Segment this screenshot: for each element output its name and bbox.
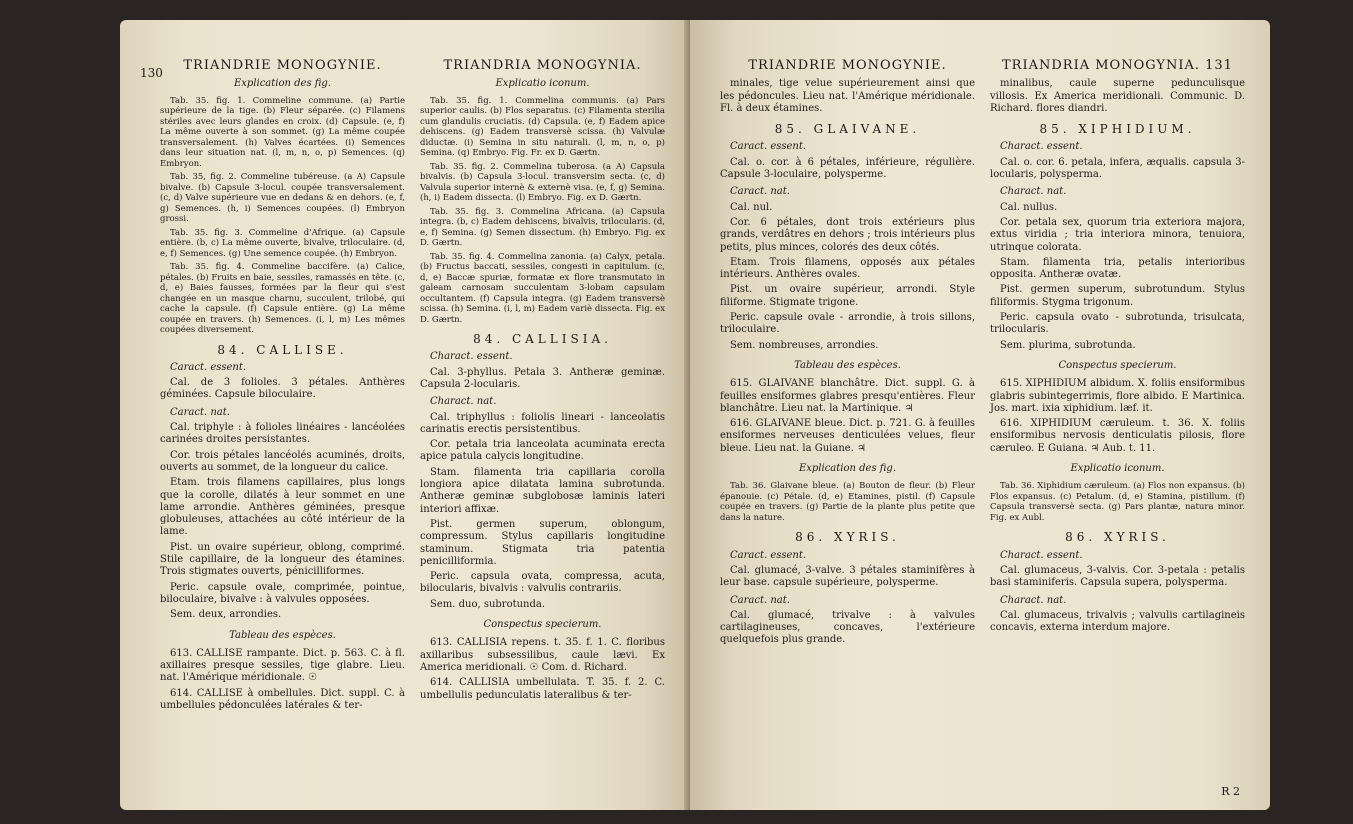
charact-label: Caract. nat. (730, 594, 790, 606)
paragraph: 616. GLAIVANE bleue. Dict. p. 721. G. à feuilles ensiformes nerveuses denticulées velues, fleur bleue. Lieu nat. la Guiane. ♃ (720, 418, 975, 454)
paragraph: Cal. nullus. (1000, 201, 1058, 213)
charact-label: Charact. nat. (430, 396, 497, 408)
paragraph: Sem. nombreuses, arrondies. (730, 339, 879, 351)
charact-label: Charact. essent. (1000, 549, 1083, 561)
charact-label: Caract. nat. (730, 186, 790, 198)
paragraph: Pist. un ovaire supérieur, oblong, comprimé. Stile capillaire, de la longueur des étamines. Trois stigmates ouverts, pénicilliformes. (160, 541, 405, 578)
paragraph: Cal. o. cor. à 6 pétales, inférieure, régulière. Capsule 3-loculaire, polysperme. (720, 156, 975, 181)
species-table-heading: Tableau des espèces. (229, 629, 336, 641)
species-table-heading: Conspectus specierum. (1058, 359, 1177, 371)
paragraph: Tab. 36. Glaivane bleue. (a) Bouton de fleur. (b) Fleur épanouie. (c) Pétale. (d, e) Etamines, pistil. (f) Capsule coupée en travers. (g) Partie de la plante plus petite que dans la nature. (720, 481, 975, 523)
paragraph: Pist. un ovaire supérieur, arrondi. Style filiforme. Stigmate trigone. (720, 284, 975, 308)
running-head: TRIANDRIA MONOGYNIA. (443, 58, 642, 73)
section-subtitle: Explication des fig. (233, 78, 332, 90)
genus-heading: 85. XIPHIDIUM. (1039, 122, 1196, 137)
paragraph: Cor. trois pétales lancéolés acuminés, droits, ouverts au sommet, de la longueur du calice. (160, 449, 405, 473)
genus-heading: 84. CALLISIA. (473, 332, 612, 347)
genus-heading: 85. GLAIVANE. (774, 122, 921, 137)
charact-label: Caract. nat. (170, 406, 230, 418)
figures-heading: Explication des fig. (798, 463, 897, 475)
paragraph: Stam. filamenta tria capillaria corolla longiora apice dilatata lamina subrotunda. Antheræ geminæ subglobosæ laminis lateri interiori affixæ. (420, 466, 665, 515)
charact-label: Caract. essent. (170, 361, 247, 373)
paragraph: Tab. 35, fig. 2. Commeline tubéreuse. (a A) Capsule bivalve. (b) Capsule 3-locul. coupée transversalement. (c, d) Valve supérieure vue en dedans & en dehors. (e, f, g) Semences. (h, i) Semences coupées. (l) Embryon grossi. (160, 172, 405, 225)
paragraph: Tab. 35. fig. 3. Commeline d'Afrique. (a) Capsule entière. (b, c) La même ouverte, bivalve, triloculaire. (d, e, f) Semences. (g) Une semence coupée. (h) Embryon. (160, 227, 405, 259)
paragraph: Cor. petala tria lanceolata acuminata erecta apice patula calycis longitudine. (420, 439, 665, 463)
paragraph: Tab. 35. fig. 1. Commelina communis. (a) Pars superior caulis. (b) Flos separatus. (c) Filamenta sterilia cum glandulis cruciatis. (d) Capsula. (e, f) Eadem apice dehiscens. (g) Eadem transversè scissa. (h) Valvulæ diductæ. (i) Semina in situ naturali. (l, m, n, o, p) Semina. (q) Embryo. Fig. Fr. ex D. Gærtn. (420, 95, 665, 159)
paragraph: Etam. trois filamens capillaires, plus longs que la corolle, dilatés à leur sommet en une lame arrondie. Anthères géminées, presque globuleuses, attachées au côté intérieur de la lame. (160, 477, 405, 538)
paragraph: Sem. plurima, subrotunda. (1000, 339, 1136, 351)
left-latin-column (420, 60, 665, 705)
paragraph: Cor. 6 pétales, dont trois extérieurs plus grands, verdâtres en dehors ; trois intérieurs plus petits, plus minces, colorés des deux côtés. (720, 216, 975, 253)
page-number-left: 130 (140, 66, 163, 80)
paragraph: 613. CALLISIA repens. t. 35. f. 1. C. floribus axillaribus subsessilibus, caule lævi. Ex America meridionali. ☉ Com. d. Richard. (420, 637, 665, 673)
running-head: TRIANDRIA MONOGYNIA. 131 (1002, 58, 1233, 73)
paragraph: 615. XIPHIDIUM albidum. X. foliis ensiformibus glabris subintegerrimis, flore albido. E Martinica. Jos. mart. ixia xiphidium. læf. it. (990, 378, 1245, 414)
running-head: TRIANDRIE MONOGYNIE. (748, 58, 947, 73)
paragraph: Cal. triphyllus : foliolis lineari - lanceolatis carinatis erectis persistentibus. (420, 411, 665, 435)
paragraph: Tab. 36. Xiphidium cæruleum. (a) Flos non expansus. (b) Flos expansus. (c) Petalum. (d, e) Stamina, pistillum. (f) Capsula transversè secta. (g) Pars plantæ, natura minor. Fig. ex Aubl. (990, 481, 1245, 523)
paragraph: Tab. 35. fig. 2. Commelina tuberosa. (a A) Capsula bivalvis. (b) Capsula 3-locul. transversim secta. (c, d) Valvula superior internè & externè visa. (e, f, g) Semina. (h, i) Eadem dissecta. (l) Embryo. Fig. ex D. Gærtn. (420, 161, 665, 204)
paragraph: Sem. deux, arrondies. (170, 609, 282, 621)
paragraph: Peric. capsule ovale, comprimée, pointue, biloculaire, bivalve : à valvules opposées. (160, 581, 405, 605)
left-page (120, 20, 690, 810)
paragraph: Cor. petala sex, quorum tria exteriora majora, extus viridia ; tria interiora minora, tenuiora, utrinque colorata. (990, 216, 1245, 253)
paragraph: Tab. 35. fig. 1. Commeline commune. (a) Partie supérieure de la tige. (b) Fleur séparée. (c) Filamens stériles avec leurs glandes en croix. (d) Capsule. (e, f) La même ouverte à son sommet. (g) La même coupée transversalement. (h) Valves écartées. (i) Semences dans leur situation nat. (l, m, n, o, p) Semences. (q) Embryon. (160, 95, 405, 169)
paragraph: Tab. 35. fig. 4. Commeline baccifère. (a) Calice, pétales. (b) Fruits en baie, sessiles, ramassés en tête. (c, d, e) Baies fausses, formées par la fleur qui s'est changée en un masque charnu, succulent, trilobé, qui cache la capsule. (f) Capsule entière. (g) La même coupée en travers. (h) Semences. (i, l, m) Les mêmes coupées diversement. (160, 262, 405, 336)
species-table-heading: Tableau des espèces. (794, 359, 901, 371)
left-french-column (160, 60, 405, 715)
paragraph: Stam. filamenta tria, petalis interioribus opposita. Antheræ ovatæ. (990, 256, 1245, 281)
paragraph: Etam. Trois filamens, opposés aux pétales intérieurs. Anthères ovales. (720, 256, 975, 281)
charact-label: Charact. essent. (1000, 141, 1083, 153)
genus-heading: 84. CALLISE. (217, 342, 348, 357)
charact-label: Caract. essent. (730, 549, 807, 561)
paragraph: 614. CALLISIA umbellulata. T. 35. f. 2. C. umbellulis pedunculatis lateralibus & ter- (420, 677, 665, 701)
paragraph: Cal. de 3 folioles. 3 pétales. Anthères géminées. Capsule biloculaire. (160, 377, 405, 401)
paragraph: 615. GLAIVANE blanchâtre. Dict. suppl. G. à feuilles ensiformes glabres presqu'entières. Fleur blanchâtre. Lieu nat. la Martinique. ♃ (720, 378, 975, 414)
paragraph: Cal. 3-phyllus. Petala 3. Antheræ geminæ. Capsula 2-locularis. (420, 366, 665, 390)
paragraph: Cal. glumaceus, trivalvis ; valvulis cartilagineis concavis, externa interdum majore. (990, 609, 1245, 634)
paragraph: 613. CALLISE rampante. Dict. p. 563. C. à fl. axillaires presque sessiles, tige glabre. Lieu. nat. l'Amérique méridionale. ☉ (160, 647, 405, 684)
charact-label: Charact. nat. (1000, 594, 1067, 606)
paragraph: 616. XIPHIDIUM cæruleum. t. 36. X. foliis ensiformibus nervosis denticulatis pilosis, flore cæruleo. E Guiana. ♃ Aub. t. 11. (990, 418, 1245, 454)
charact-label: Caract. essent. (730, 141, 807, 153)
paragraph: minalibus, caule superne pedunculisque villosis. Ex America meridionali. Communic. D. Richard. flores diandri. (990, 78, 1245, 114)
paragraph: Cal. glumacé, 3-valve. 3 pétales staminifères à leur base. capsule supérieure, polysperme. (720, 564, 975, 589)
right-latin-column (990, 60, 1245, 637)
paragraph: minales, tige velue supérieurement ainsi que les pédoncules. Lieu nat. l'Amérique méridionale. Fl. à deux étamines. (720, 78, 975, 114)
paragraph: Cal. o. cor. 6. petala, infera, æqualis. capsula 3-locularis, polysperma. (990, 156, 1245, 181)
charact-label: Charact. essent. (430, 351, 513, 363)
species-table-heading: Conspectus specierum. (483, 619, 602, 631)
running-head: TRIANDRIE MONOGYNIE. (183, 58, 382, 73)
paragraph: Pist. germen superum, subrotundum. Stylus filiformis. Stygma trigonum. (990, 284, 1245, 308)
paragraph: Peric. capsule ovale - arrondie, à trois sillons, triloculaire. (720, 312, 975, 336)
genus-heading: 86. XYRIS. (795, 530, 900, 545)
paragraph: Pist. germen superum, oblongum, compressum. Stylus capillaris longitudine staminum. Stigmata tria patentia penicilliformia. (420, 518, 665, 567)
paragraph: Peric. capsula ovata, compressa, acuta, bilocularis, bivalvis : valvulis contrariis. (420, 571, 665, 595)
paragraph: Tab. 35. fig. 4. Commelina zanonia. (a) Calyx, petala. (b) Fructus baccati, sessiles, congesti in capitulum. (c, d, e) Baccæ spuriæ, formatæ ex flore transmutato in galeam carnosam succulentam 3-lobam capsulam occultantem. (f) Capsula integra. (g) Eadem transversè scissa. (h) Semina. (i, l, m) Eadem variè dissecta. Fig. ex D. Gærtn. (420, 251, 665, 325)
paragraph: Sem. duo, subrotunda. (430, 598, 546, 610)
paragraph: Cal. triphyle : à folioles linéaires - lancéolées carinées droites persistantes. (160, 422, 405, 446)
right-french-column (720, 60, 975, 650)
section-subtitle: Explicatio iconum. (495, 78, 590, 90)
genus-heading: 86. XYRIS. (1065, 530, 1170, 545)
paragraph: 614. CALLISE à ombellules. Dict. suppl. C. à umbellules pédonculées latérales & ter- (160, 687, 405, 712)
paragraph: Peric. capsula ovato - subrotunda, trisulcata, trilocularis. (990, 312, 1245, 336)
paragraph: Cal. nul. (730, 201, 773, 213)
paragraph: Cal. glumaceus, 3-valvis. Cor. 3-petala : petalis basi staminiferis. Capsula supera, polysperma. (990, 564, 1245, 589)
paragraph: Cal. glumacé, trivalve : à valvules cartilagineuses, concaves, l'extérieure quelquefois plus grande. (720, 609, 975, 646)
printer-signature: R 2 (1221, 785, 1240, 798)
paragraph: Tab. 35. fig. 3. Commelina Africana. (a) Capsula integra. (b, c) Eadem dehiscens, bivalvis, trilocularis. (d, e, f) Semina. (g) Semen dissectum. (h) Embryo. Fig. ex D. Gærtn. (420, 206, 665, 249)
charact-label: Charact. nat. (1000, 186, 1067, 198)
right-page (690, 20, 1270, 810)
figures-heading: Explicatio iconum. (1070, 463, 1165, 475)
